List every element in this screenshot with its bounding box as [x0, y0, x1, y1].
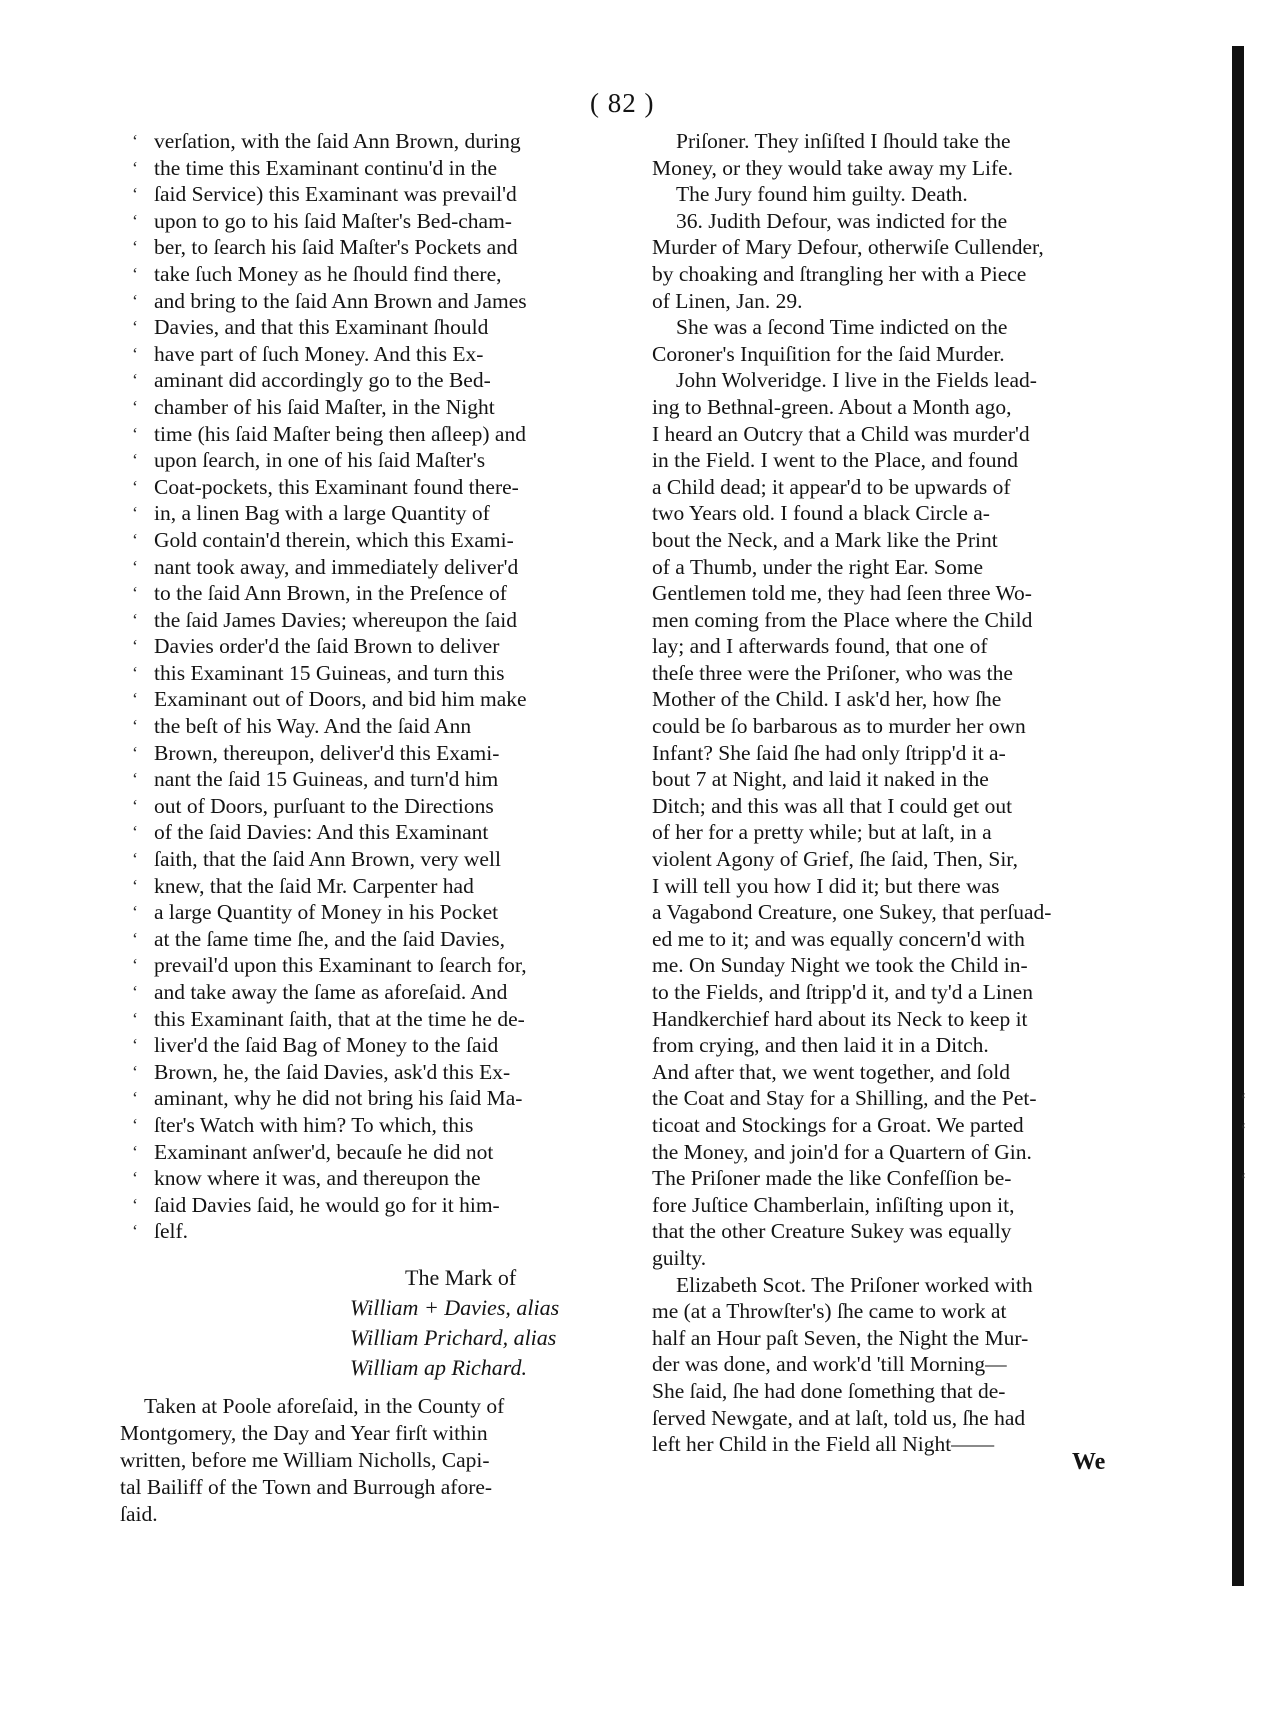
text-line: guilty.: [652, 1245, 707, 1270]
attestation-line: Taken at Poole aforeſaid, in the County of: [144, 1393, 505, 1418]
text-line: from crying, and then laid it in a Ditch.: [652, 1033, 989, 1058]
text-line: I will tell you how I did it; but there was: [652, 873, 1000, 898]
text-line: two Years old. I found a black Circle a-: [652, 501, 990, 526]
text-line: ‘ time (his ſaid Maſter being then aſleep) and: [120, 421, 640, 448]
text-line: ‘ to the ſaid Ann Brown, in the Preſence of: [120, 580, 640, 607]
text-line: that the other Creature Sukey was equally: [652, 1219, 1012, 1244]
text-line: ‘ ſter's Watch with him? To which, this: [120, 1112, 640, 1139]
text-line: a Child dead; it appear'd to be upwards of: [652, 474, 1011, 499]
text-line: ‘ the beſt of his Way. And the ſaid Ann: [120, 713, 640, 740]
text-line: ‘ Examinant anſwer'd, becauſe he did not: [120, 1139, 640, 1166]
text-line: ‘ nant the ſaid 15 Guineas, and turn'd him: [120, 766, 640, 793]
text-line: Murder of Mary Defour, otherwiſe Cullender,: [652, 235, 1044, 260]
text-line: ‘ Examinant out of Doors, and bid him make: [120, 686, 640, 713]
text-line: lay; and I afterwards found, that one of: [652, 634, 988, 659]
text-line: ‘ nant took away, and immediately deliver'd: [120, 554, 640, 581]
text-line: ed me to it; and was equally concern'd with: [652, 926, 1025, 951]
text-line: The Priſoner made the like Confeſſion be-: [652, 1166, 1012, 1191]
text-line: Priſoner. They inſiſted I ſhould take the: [676, 129, 1011, 153]
attestation-line: tal Bailiff of the Town and Burrough afore-: [120, 1474, 493, 1499]
text-line: fore Juſtice Chamberlain, inſiſting upon it,: [652, 1192, 1015, 1217]
text-line: ‘ verſation, with the ſaid Ann Brown, during: [120, 128, 640, 155]
signature-name-line: William + Davies, alias: [350, 1294, 560, 1320]
text-line: ‘ the ſaid James Davies; whereupon the ſaid: [120, 607, 640, 634]
text-line: der was done, and work'd 'till Morning—: [652, 1352, 1007, 1377]
text-line: Money, or they would take away my Life.: [652, 155, 1014, 180]
text-line: ‘ Gold contain'd therein, which this Exami-: [120, 527, 640, 554]
text-line: ‘ Brown, he, the ſaid Davies, ask'd this Ex-: [120, 1059, 640, 1086]
text-line: by choaking and ſtrangling her with a Piece: [652, 261, 1027, 286]
text-line: I heard an Outcry that a Child was murder'd: [652, 421, 1030, 446]
text-line: ticoat and Stockings for a Groat. We parted: [652, 1112, 1024, 1137]
text-line: Ditch; and this was all that I could get out: [652, 793, 1013, 818]
text-line: And after that, we went together, and ſold: [652, 1059, 1010, 1084]
text-line: ‘ Brown, thereupon, deliver'd this Exami-: [120, 740, 640, 767]
text-line: ‘ at the ſame time ſhe, and the ſaid Davies,: [120, 926, 640, 953]
signature-mark-title: The Mark of: [405, 1264, 517, 1290]
attestation-line: Montgomery, the Day and Year firſt within: [120, 1420, 488, 1445]
text-line: violent Agony of Grief, ſhe ſaid, Then, Sir,: [652, 847, 1018, 872]
attestation-text: [120, 1393, 640, 1528]
edge-mark: ‘: [1240, 1170, 1247, 1192]
text-line: ‘ this Examinant ſaith, that at the time he de-: [120, 1006, 640, 1033]
page-edge-shadow: [1232, 46, 1244, 1586]
text-line: Gentlemen told me, they had ſeen three Wo-: [652, 581, 1032, 606]
text-line: of a Thumb, under the right Ear. Some: [652, 554, 983, 579]
text-line: ‘ knew, that the ſaid Mr. Carpenter had: [120, 873, 640, 900]
text-line: ‘ upon ſearch, in one of his ſaid Maſter's: [120, 447, 640, 474]
text-line: ‘ aminant, why he did not bring his ſaid Ma-: [120, 1085, 640, 1112]
edge-mark: ‘: [1240, 1120, 1247, 1142]
text-line: ‘ and bring to the ſaid Ann Brown and James: [120, 288, 640, 315]
text-line: ‘ ſaid Davies ſaid, he would go for it him-: [120, 1192, 640, 1219]
text-line: ‘ in, a linen Bag with a large Quantity of: [120, 500, 640, 527]
text-line: bout 7 at Night, and laid it naked in the: [652, 767, 989, 792]
text-line: the Coat and Stay for a Shilling, and the Pet-: [652, 1086, 1037, 1111]
text-line: ‘ know where it was, and thereupon the: [120, 1165, 640, 1192]
right-column: [652, 128, 1122, 1458]
spacer: [120, 1245, 640, 1263]
text-line: ‘ liver'd the ſaid Bag of Money to the ſaid: [120, 1032, 640, 1059]
text-line: men coming from the Place where the Child: [652, 607, 1033, 632]
left-body-text: [120, 128, 640, 1245]
text-line: ‘ Coat-pockets, this Examinant found there-: [120, 474, 640, 501]
text-line: ‘ ſelf.: [120, 1218, 640, 1245]
text-line: The Jury found him guilty. Death.: [676, 182, 968, 207]
text-line: ‘ out of Doors, purſuant to the Directions: [120, 793, 640, 820]
text-line: ‘ ſaid Service) this Examinant was prevail'd: [120, 181, 640, 208]
text-line: me (at a Throwſter's) ſhe came to work at: [652, 1299, 1007, 1324]
right-body-text: [652, 128, 1122, 1458]
signature-alias-line: William ap Richard.: [350, 1354, 528, 1380]
text-line: She was a ſecond Time indicted on the: [676, 315, 1008, 340]
text-line: ‘ upon to go to his ſaid Maſter's Bed-cham-: [120, 208, 640, 235]
catchword: We: [1072, 1449, 1106, 1475]
text-line: ‘ aminant did accordingly go to the Bed-: [120, 367, 640, 394]
text-line: theſe three were the Priſoner, who was the: [652, 660, 1013, 685]
text-line: ‘ a large Quantity of Money in his Pocket: [120, 899, 640, 926]
text-line: the Money, and join'd for a Quartern of Gin.: [652, 1139, 1032, 1164]
text-line: ‘ have part of ſuch Money. And this Ex-: [120, 341, 640, 368]
text-line: to the Fields, and ſtripp'd it, and ty'd a Linen: [652, 980, 1033, 1004]
text-line: 36. Judith Defour, was indicted for the: [676, 208, 1008, 233]
text-line: of her for a pretty while; but at laſt, in a: [652, 820, 992, 845]
attestation-line: written, before me William Nicholls, Capi-: [120, 1447, 490, 1472]
text-line: ing to Bethnal-green. About a Month ago,: [652, 394, 1012, 419]
text-line: ‘ the time this Examinant continu'd in the: [120, 155, 640, 182]
signature-alias-line: William Prichard, alias: [350, 1324, 557, 1350]
edge-mark: ‘: [1240, 1090, 1247, 1112]
text-line: of Linen, Jan. 29.: [652, 288, 803, 313]
text-line: ‘ Davies, and that this Examinant ſhould: [120, 314, 640, 341]
text-line: ‘ take ſuch Money as he ſhould find there,: [120, 261, 640, 288]
left-column: [120, 128, 640, 1528]
text-line: Infant? She ſaid ſhe had only ſtripp'd it a-: [652, 740, 1006, 765]
text-line: ‘ ber, to ſearch his ſaid Maſter's Pockets and: [120, 234, 640, 261]
text-line: bout the Neck, and a Mark like the Print: [652, 527, 998, 552]
text-line: ‘ Davies order'd the ſaid Brown to deliver: [120, 633, 640, 660]
text-line: Handkerchief hard about its Neck to keep it: [652, 1006, 1028, 1031]
text-line: Coroner's Inquiſition for the ſaid Murder.: [652, 341, 1005, 366]
text-line: ſerved Newgate, and at laſt, told us, ſhe had: [652, 1405, 1026, 1430]
text-line: John Wolveridge. I live in the Fields lead-: [676, 368, 1037, 393]
text-line: in the Field. I went to the Place, and found: [652, 448, 1019, 473]
text-line: half an Hour paſt Seven, the Night the Mur-: [652, 1325, 1029, 1350]
text-line: ‘ chamber of his ſaid Maſter, in the Night: [120, 394, 640, 421]
text-line: me. On Sunday Night we took the Child in-: [652, 953, 1028, 978]
text-line: a Vagabond Creature, one Sukey, that perſuad-: [652, 900, 1052, 925]
text-line: ‘ this Examinant 15 Guineas, and turn this: [120, 660, 640, 687]
text-line: ‘ of the ſaid Davies: And this Examinant: [120, 819, 640, 846]
text-line: Elizabeth Scot. The Priſoner worked with: [676, 1272, 1033, 1297]
text-line: Mother of the Child. I ask'd her, how ſhe: [652, 687, 1002, 712]
text-line: could be ſo barbarous as to murder her own: [652, 714, 1026, 739]
text-line: ‘ prevail'd upon this Examinant to ſearch for,: [120, 952, 640, 979]
text-line: ‘ ſaith, that the ſaid Ann Brown, very well: [120, 846, 640, 873]
text-line: She ſaid, ſhe had done ſomething that de-: [652, 1378, 1006, 1403]
page-number: ( 82 ): [590, 88, 655, 118]
text-line: left her Child in the Field all Night——: [652, 1432, 995, 1457]
attestation-line: ſaid.: [120, 1501, 158, 1526]
text-line: ‘ and take away the ſame as aforeſaid. And: [120, 979, 640, 1006]
